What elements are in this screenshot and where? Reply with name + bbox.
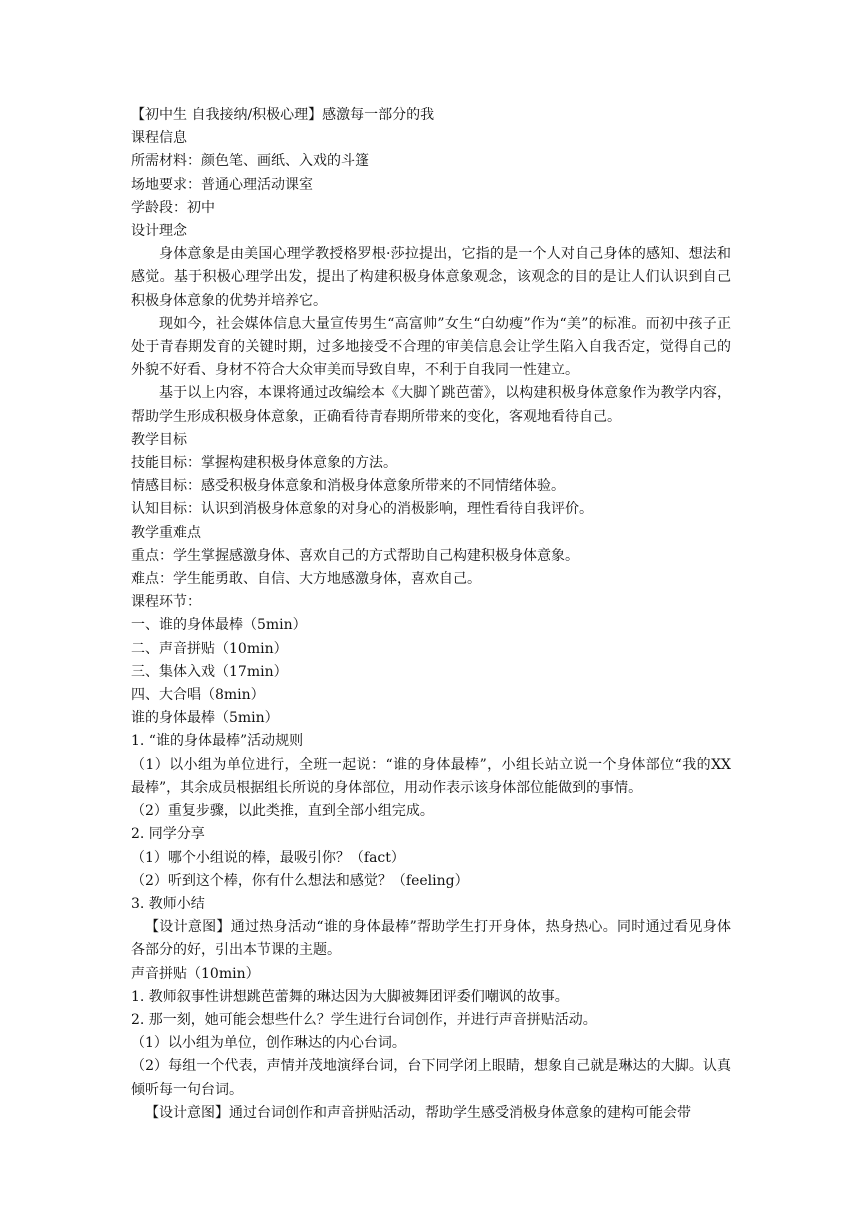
text-line: 课程信息: [131, 130, 187, 147]
text-line: 情感目标：感受积极身体意象和消极身体意象所带来的不同情绪体验。: [131, 478, 565, 495]
text-line: 教学目标: [131, 431, 187, 448]
text-line: 重点：学生掌握感激身体、喜欢自己的方式帮助自己构建积极身体意象。: [131, 547, 579, 564]
text-line: 2. 同学分享: [131, 826, 205, 843]
text-line: （2）重复步骤，以此类推，直到全部小组完成。: [131, 803, 434, 820]
text-line: 四、大合唱（8min）: [131, 687, 265, 704]
text-line: 一、谁的身体最棒（5min）: [131, 617, 307, 634]
document-body: [131, 104, 731, 1125]
text-line: （1）以小组为单位，创作琳达的内心台词。: [131, 1035, 406, 1052]
text-line: 基于以上内容，本课将通过改编绘本《大脚丫跳芭蕾》，以构建积极身体意象作为教学内容，帮助学生形成积极身体意象，正确看待青春期所带来的变化，客观地看待自己。: [131, 385, 731, 425]
text-line: （1）哪个小组说的棒，最吸引你？（fact）: [131, 849, 405, 866]
text-line: 教学重难点: [131, 524, 201, 541]
text-line: 谁的身体最棒（5min）: [131, 710, 279, 727]
text-line: （2）听到这个棒，你有什么想法和感觉？（feeling）: [131, 872, 469, 889]
text-line: 所需材料：颜色笔、画纸、入戏的斗篷: [131, 153, 369, 170]
text-line: 声音拼贴（10min）: [131, 965, 260, 982]
text-line: 【设计意图】通过台词创作和声音拼贴活动，帮助学生感受消极身体意象的建构可能会带: [145, 1104, 691, 1121]
text-line: 场地要求：普通心理活动课室: [131, 176, 313, 193]
text-line: 1. 教师叙事性讲想跳芭蕾舞的琳达因为大脚被舞团评委们嘲讽的故事。: [131, 988, 569, 1005]
text-line: 3. 教师小结: [131, 895, 205, 912]
text-line: 设计理念: [131, 223, 187, 240]
text-line: 难点：学生能勇敢、自信、大方地感激身体，喜欢自己。: [131, 571, 481, 588]
text-line: 1. “谁的身体最棒”活动规则: [131, 733, 304, 750]
text-line: 课程环节：: [131, 594, 201, 611]
text-line: 学龄段：初中: [131, 199, 215, 216]
text-line: 身体意象是由美国心理学教授格罗根·莎拉提出，它指的是一个人对自己身体的感知、想法和感觉。基于积极心理学出发，提出了构建积极身体意象观念，该观念的目的是让人们认识到自己积极身体意象的优势并培养它。: [131, 246, 731, 309]
text-line: 二、声音拼贴（10min）: [131, 640, 288, 657]
text-line: （2）每组一个代表，声情并茂地演绎台词，台下同学闭上眼睛，想象自己就是琳达的大脚。认真倾听每一句台词。: [131, 1058, 731, 1098]
text-line: （1）以小组为单位进行，全班一起说：“谁的身体最棒”，小组长站立说一个身体部位“我的XX 最棒”，其余成员根据组长所说的身体部位，用动作表示该身体部位能做到的事情。: [131, 756, 731, 796]
text-line: 【初中生 自我接纳/积极心理】感激每一部分的我: [131, 107, 435, 123]
text-line: 技能目标：掌握构建积极身体意象的方法。: [131, 455, 397, 472]
text-line: 认知目标：认识到消极身体意象的对身心的消极影响，理性看待自我评价。: [131, 501, 593, 518]
text-line: 【设计意图】通过热身活动“谁的身体最棒”帮助学生打开身体，热身热心。同时通过看见身体各部分的好，引出本节课的主题。: [131, 919, 731, 959]
text-line: 现如今，社会媒体信息大量宣传男生“高富帅”女生“白幼瘦”作为“美”的标准。而初中孩子正处于青春期发育的关键时期，过多地接受不合理的审美信息会让学生陷入自我否定，觉得自己的外貌不好看、身材不符合大众审美而导致自卑，不利于自我同一性建立。: [131, 315, 731, 379]
text-line: 三、集体入戏（17min）: [131, 663, 288, 680]
text-line: 2. 那一刻，她可能会想些什么？学生进行台词创作，并进行声音拼贴活动。: [131, 1011, 597, 1028]
